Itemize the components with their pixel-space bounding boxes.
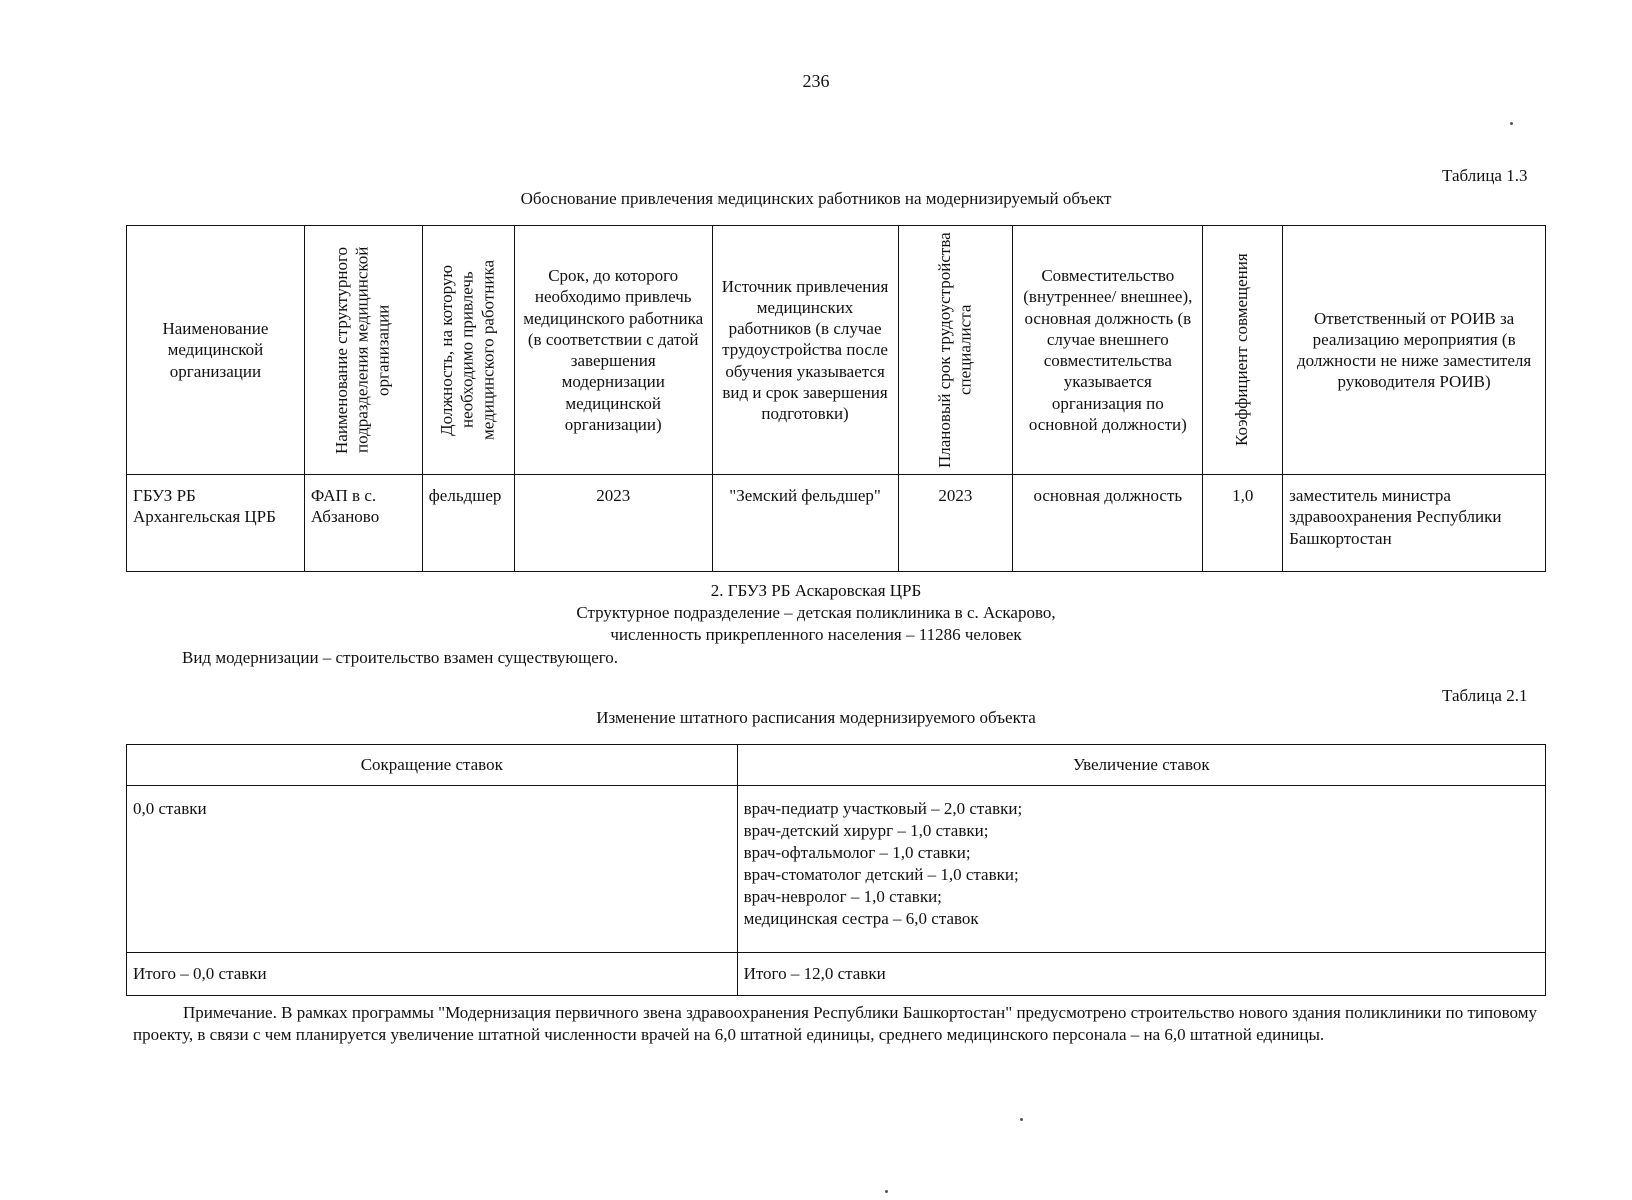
scan-speck xyxy=(1020,1118,1023,1121)
cell-responsible: заместитель министра здравоохранения Республики Башкортостан xyxy=(1283,475,1546,572)
list-item: медицинская сестра – 6,0 ставок xyxy=(743,909,979,929)
header-increase: Увеличение ставок xyxy=(737,745,1545,786)
list-item: врач-невролог – 1,0 ставки; xyxy=(743,887,942,907)
table-header-row xyxy=(127,226,1546,475)
cell-total-increase: Итого – 12,0 ставки xyxy=(737,953,1545,996)
note-paragraph: Примечание. В рамках программы "Модернизация первичного звена здравоохранения Республики Башкортостан" предусмотрено строительство нового здания поликлиники по типовому проекту, в связи с чем планируется увеличение штатной численности врачей на 6,0 штатной единицы, среднего медицинского персонала – на 6,0 штатной единицы. xyxy=(133,1003,1537,1045)
table-1-label: Таблица 1.3 xyxy=(1442,166,1528,185)
table-total-row xyxy=(127,953,1546,996)
header-reduction: Сокращение ставок xyxy=(127,745,738,786)
header-source: Источник привлечения медицинских работников (в случае трудоустройства после обучения указывается вид и срок завершения подготовки) xyxy=(712,226,898,475)
table-header-row xyxy=(127,745,1546,786)
list-item: врач-педиатр участковый – 2,0 ставки; xyxy=(743,799,1023,818)
page-number: 236 xyxy=(802,71,830,91)
cell-reduction: 0,0 ставки xyxy=(127,786,738,953)
header-deadline: Срок, до которого необходимо привлечь медицинского работника (в соответствии с датой завершения модернизации медицинской организации) xyxy=(514,226,712,475)
staff-schedule-change-table xyxy=(126,744,1546,996)
staffing-justification-table xyxy=(126,225,1546,572)
cell-organization: ГБУЗ РБ Архангельская ЦРБ xyxy=(127,475,305,572)
cell-position: фельдшер xyxy=(422,475,514,572)
table-1-title: Обоснование привлечения медицинских работников на модернизируемый объект xyxy=(520,189,1112,208)
list-item: врач-детский хирург – 1,0 ставки; xyxy=(743,821,989,841)
list-item: врач-стоматолог детский – 1,0 ставки; xyxy=(743,865,1019,885)
header-position: Должность, на которую необходимо привлечь медицинского работника xyxy=(422,226,514,475)
list-item: врач-офтальмолог – 1,0 ставки; xyxy=(743,843,971,863)
cell-combination: основная должность xyxy=(1013,475,1203,572)
modernization-type: Вид модернизации – строительство взамен существующего. xyxy=(182,648,619,667)
section-population: численность прикрепленного населения – 11286 человек xyxy=(610,625,1022,644)
header-subdivision: Наименование структурного подразделения медицинской организации xyxy=(304,226,422,475)
header-coefficient: Коэффициент совмещения xyxy=(1203,226,1283,475)
cell-source: "Земский фельдшер" xyxy=(712,475,898,572)
cell-planned-date: 2023 xyxy=(898,475,1013,572)
header-organization: Наименование медицинской организации xyxy=(127,226,305,475)
table-row xyxy=(127,475,1546,572)
table-2-title: Изменение штатного расписания модернизируемого объекта xyxy=(596,708,1036,727)
header-combination: Совместительство (внутреннее/ внешнее), основная должность (в случае внешнего совместительства указывается организация по основной должности) xyxy=(1013,226,1203,475)
table-2-label: Таблица 2.1 xyxy=(1442,686,1528,705)
cell-subdivision: ФАП в с. Абзаново xyxy=(304,475,422,572)
scan-speck xyxy=(1510,122,1513,125)
scan-speck xyxy=(885,1190,888,1193)
cell-coefficient: 1,0 xyxy=(1203,475,1283,572)
header-planned-date: Плановый срок трудоустройства специалиста xyxy=(898,226,1013,475)
cell-total-reduction: Итого – 0,0 ставки xyxy=(127,953,738,996)
section-heading: 2. ГБУЗ РБ Аскаровская ЦРБ xyxy=(710,581,922,600)
table-row xyxy=(127,786,1546,953)
section-subdivision: Структурное подразделение – детская поликлиника в с. Аскарово, xyxy=(576,603,1056,622)
header-responsible: Ответственный от РОИВ за реализацию мероприятия (в должности не ниже заместителя руководителя РОИВ) xyxy=(1283,226,1546,475)
cell-deadline: 2023 xyxy=(514,475,712,572)
increase-list xyxy=(744,798,1539,931)
cell-increase xyxy=(737,786,1545,953)
